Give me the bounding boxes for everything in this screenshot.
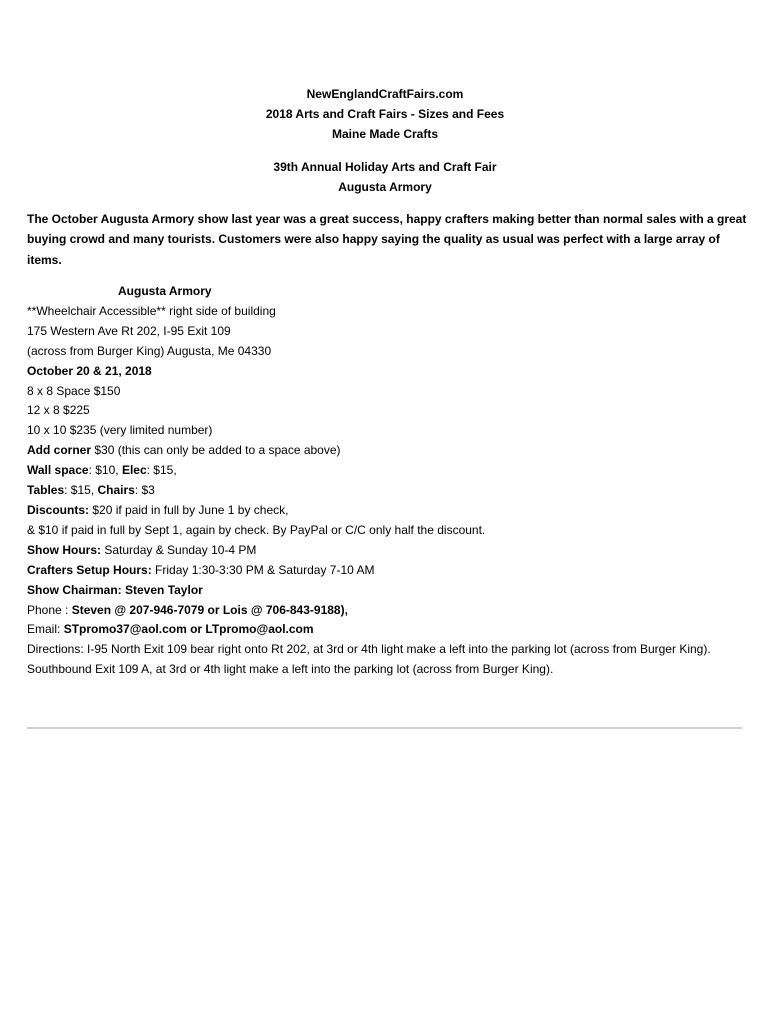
phone-contacts	[27, 601, 752, 621]
elec-label: Elec	[121, 463, 147, 478]
venue-name: Augusta Armory	[118, 284, 212, 298]
setup-hours-value: Friday 1:30-3:30 PM & Saturday 7-10 AM	[151, 562, 375, 577]
site-title: NewEnglandCraftFairs.com	[306, 87, 464, 101]
wall-label: Wall space	[27, 463, 89, 478]
tables-value: : $15,	[64, 483, 98, 498]
chairs-label: Chairs	[97, 483, 135, 498]
directions-south: Southbound Exit 109 A, at 3rd or 4th light make a left into the parking lot (across from Burger King).	[27, 662, 554, 677]
address-line-1: 175 Western Ave Rt 202, I-95 Exit 109	[27, 323, 231, 338]
horizontal-divider	[27, 727, 742, 729]
address-line-2: (across from Burger King) Augusta, Me 04330	[27, 343, 272, 358]
space-price-2: 12 x 8 $225	[27, 403, 90, 418]
discounts-value: $20 if paid in full by June 1 by check,	[89, 502, 289, 517]
intro-paragraph: The October Augusta Armory show last year was a great success, happy crafters making better than normal sales with a great buying crowd and many tourists. Customers were also happy saying the quality as usual was perfect with a large array of items.	[27, 212, 747, 267]
space-price-3: 10 x 10 $235 (very limited number)	[27, 423, 213, 438]
setup-hours	[27, 561, 752, 581]
event-dates: October 20 & 21, 2018	[27, 363, 152, 378]
phone-label: Phone :	[27, 602, 72, 617]
tables-chairs-fees	[27, 481, 752, 501]
space-price-1: 8 x 8 Space $150	[27, 383, 121, 398]
discounts	[27, 501, 752, 521]
show-hours	[27, 541, 752, 561]
chairs-value: : $3	[134, 483, 155, 498]
wall-value: : $10,	[88, 463, 122, 478]
directions-north: Directions: I-95 North Exit 109 bear right onto Rt 202, at 3rd or 4th light make a left into the parking lot (across from Burger King).	[27, 642, 711, 657]
corner-label: Add corner	[27, 443, 92, 458]
elec-value: : $15,	[146, 463, 177, 478]
venue-title: Augusta Armory	[338, 180, 432, 194]
corner-fee	[27, 441, 752, 461]
accessibility-note: **Wheelchair Accessible** right side of building	[27, 303, 276, 318]
corner-value: $30 (this can only be added to a space above)	[91, 443, 341, 458]
email-value: STpromo37@aol.com or LTpromo@aol.com	[63, 622, 314, 637]
wall-elec-fees	[27, 461, 752, 481]
setup-hours-label: Crafters Setup Hours:	[27, 562, 152, 577]
discounts-continued: & $10 if paid in full by Sept 1, again by check. By PayPal or C/C only half the discount.	[27, 522, 486, 537]
phone-value: Steven @ 207-946-7079 or Lois @ 706-843-9188),	[71, 602, 348, 617]
event-title: 39th Annual Holiday Arts and Craft Fair	[273, 160, 497, 174]
discounts-label: Discounts:	[27, 502, 90, 517]
fair-details	[27, 282, 752, 680]
show-hours-label: Show Hours:	[27, 542, 101, 557]
show-chairman: Show Chairman: Steven Taylor	[27, 582, 203, 597]
email-label: Email:	[27, 622, 64, 637]
region-title: Maine Made Crafts	[331, 127, 439, 141]
show-hours-value: Saturday & Sunday 10-4 PM	[101, 542, 257, 557]
tables-label: Tables	[27, 483, 65, 498]
document-subtitle: 2018 Arts and Craft Fairs - Sizes and Fees	[265, 107, 505, 121]
email-contacts	[27, 620, 752, 640]
